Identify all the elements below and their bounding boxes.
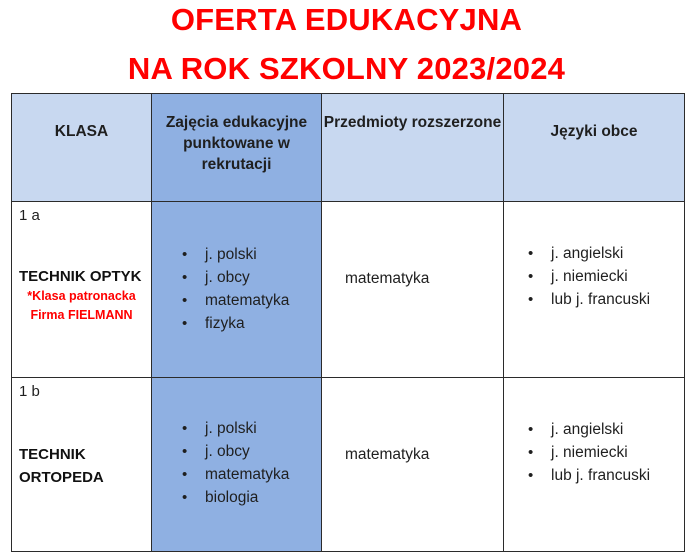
cell-klasa: [12, 202, 152, 378]
header-languages: Języki obce: [504, 94, 685, 202]
table-row: [12, 202, 685, 378]
list-item: • j. angielski: [528, 242, 684, 265]
class-label: 1 b: [19, 383, 40, 400]
cell-extended: matematyka: [322, 378, 504, 552]
page-title-line1: OFERTA EDUKACYJNA: [170, 2, 523, 37]
header-extended: Przedmioty rozszerzone: [322, 94, 504, 202]
list-item: • j. obcy: [182, 440, 321, 463]
class-label: 1 a: [19, 207, 40, 224]
page-title-line2: NA ROK SZKOLNY 2023/2024: [127, 51, 566, 86]
table-header-row: [12, 94, 685, 202]
cell-klasa: [12, 378, 152, 552]
list-item: • j. polski: [182, 417, 321, 440]
table-row: [12, 378, 685, 552]
cell-subjects: [152, 378, 322, 552]
header-subjects: Zajęcia edukacyjne punktowane w rekrutacji: [152, 94, 322, 202]
cell-languages: [504, 202, 685, 378]
education-offer-table: [11, 93, 685, 552]
profile-name: TECHNIK ORTOPEDA: [19, 446, 104, 486]
list-item: • j. niemiecki: [528, 265, 684, 288]
list-item: • j. obcy: [182, 266, 321, 289]
list-item: • j. niemiecki: [528, 441, 684, 464]
list-item: • biologia: [182, 486, 321, 509]
list-item: • lub j. francuski: [528, 464, 684, 487]
header-klasa: KLASA: [12, 94, 152, 202]
list-item: • matematyka: [182, 289, 321, 312]
list-item: • matematyka: [182, 463, 321, 486]
cell-subjects: [152, 202, 322, 378]
cell-languages: [504, 378, 685, 552]
profile-name: TECHNIK OPTYK: [19, 268, 142, 285]
list-item: • fizyka: [182, 312, 321, 335]
patron-note: *Klasa patronacka Firma FIELMANN: [27, 289, 136, 322]
cell-extended: matematyka: [322, 202, 504, 378]
list-item: • lub j. francuski: [528, 288, 684, 311]
list-item: • j. angielski: [528, 418, 684, 441]
list-item: • j. polski: [182, 243, 321, 266]
